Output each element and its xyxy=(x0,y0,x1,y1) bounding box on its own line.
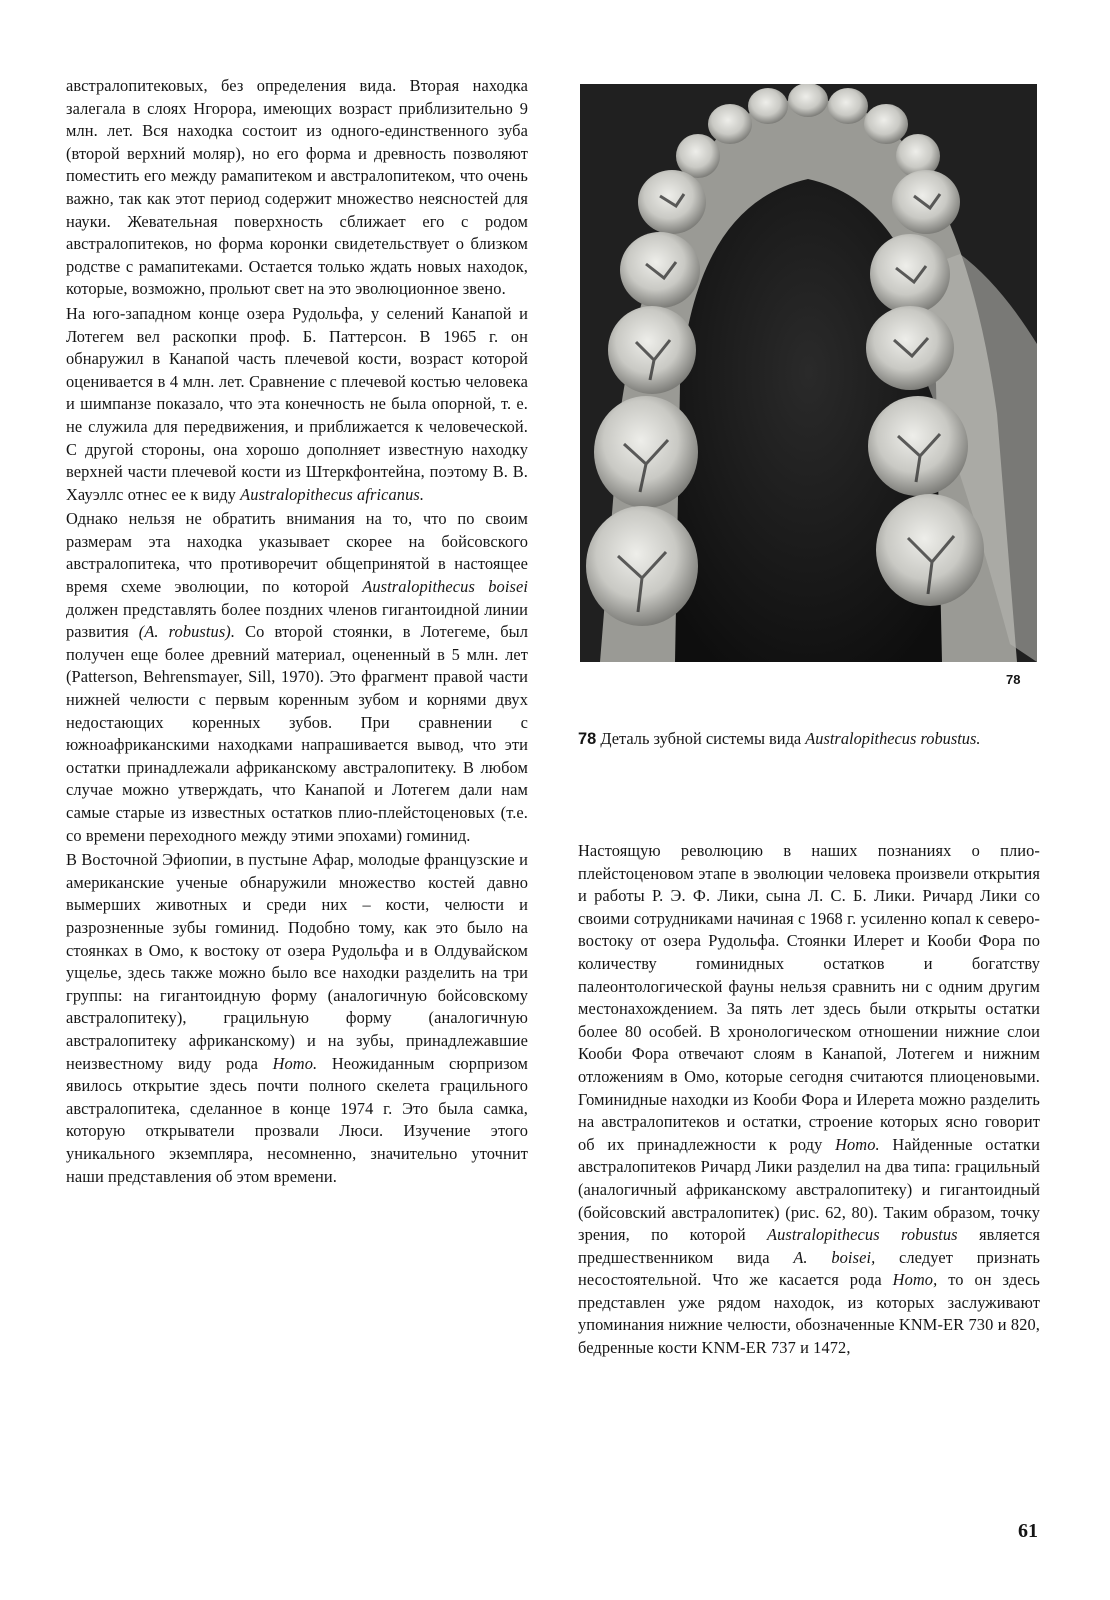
paragraph xyxy=(66,849,528,1188)
species-name: Australopithecus robustus xyxy=(767,1225,958,1245)
genus-name: Homo. xyxy=(272,1053,318,1073)
paragraph xyxy=(66,508,528,847)
species-name: (A. robustus). xyxy=(138,622,236,642)
left-text-column xyxy=(66,75,528,1188)
species-name: Australopithecus africanus. xyxy=(240,484,425,504)
text-run: следует признать несостоятельной. Что же касается рода xyxy=(578,1247,1040,1290)
dental-arch-photo xyxy=(580,84,1037,662)
text-run: является предшественником вида xyxy=(578,1225,1040,1267)
text-run: то он здесь представлен уже рядом находок, из которых заслуживают упоминания нижние челюсти, обозначенные KNM-ER 730 и 820, бедренные кости KNM-ER 737 и 1472, xyxy=(578,1270,1040,1358)
genus-name: Homo. xyxy=(835,1134,880,1154)
text-run: На юго-западном конце озера Рудольфа, у селений Канапой и Лотегем вел раскопки проф. Б. Паттерсон. В 1965 г. он обнаружил в Канапой часть плечевой кости, возраст которой оценивается в 4 млн. лет. Сравнение с плечевой костью человека и шимпанзе показало, что эта конечность не была опорной, т. е. не служила для передвижения, и приближается к человеческой. С другой стороны, она хорошо дополняет известную находку верхней части плечевой кости из Штеркфонтейна, поэтому В. В. Хауэллс отнес ее к виду xyxy=(66,303,528,504)
text-run: Неожиданным сюрпризом явилось открытие здесь почти полного скелета грацильного австралопитека, сделанное в конце 1974 г. Это была самка, которую открыватели прозвали Люси. Изучение этого уникального экземпляра, несомненно, значительно уточнит наши представления об этом времени. xyxy=(66,1053,528,1186)
species-name: Australopithecus robustus. xyxy=(805,729,981,748)
figure-caption xyxy=(578,728,1040,750)
text-run: Однако нельзя не обратить внимания на то, что по своим размерам эта находка указывает скорее на бойсовского австралопитека, что противоречит общепринятой в настоящее время схеме эволюции, по которой xyxy=(66,509,528,597)
page-number: 61 xyxy=(1018,1520,1038,1542)
species-name: Australopithecus boisei xyxy=(362,577,529,597)
genus-name: Homo, xyxy=(892,1270,938,1290)
caption-number: 78 xyxy=(578,730,597,748)
text-run: В Восточной Эфиопии, в пустыне Афар, молодые французские и американские ученые обнаружили множество костей давно вымерших животных и среди них – кости, челюсти и разрозненные зубы гоминид. Подобно тому, как это было на стоянках в Омо, к востоку от озера Рудольфа и в Олдувайском ущелье, здесь также можно было все находки разделить на три группы: на гигантоидную форму (аналогичную бойсовскому австралопитеку), грацильную форму (аналогичную австралопитеку африканскому) и на зубы, принадлежавшие неизвестному виду рода xyxy=(66,850,528,1073)
species-name: A. boisei, xyxy=(793,1247,876,1267)
paragraph xyxy=(66,303,528,506)
text-run: Найденные остатки австралопитеков Ричард Лики разделил на два типа: грацильный (аналогичный африканскому австралопитеку) и гигантоидный (бойсовский австралопитек) (рис. 62, 80). Таким образом, точку зрения, по которой xyxy=(578,1134,1040,1245)
paragraph: австралопитековых, без определения вида. Вторая находка залегала в слоях Нгорора, имеющих возраст приблизительно 9 млн. лет. Вся находка состоит из одного-единственного зуба (второй верхний моляр), но его форма и древность позволяют поместить его между рамапитеком и австралопитеком, что очень важно, так как этот период содержит множество неясностей для науки. Жевательная поверхность сближает его с родом австралопитеков, но форма коронки свидетельствует о близком родстве с рамапитеками. Остается только ждать новых находок, которые, возможно, прольют свет на это эволюционное звено. xyxy=(66,76,528,299)
text-run: Со второй стоянки, в Лотегеме, был получен еще более древний материал, оцененный в 5 млн. лет (Patterson, Behrensmayer, Sill, 1970). Это фрагмент правой части нижней челюсти с первым коренным зубом и корнями двух недостающих коренных зубов. При сравнении с южноафриканскими находками напрашивается вывод, что эти остатки принадлежали африканскому австралопитеку. В любом случае можно утверждать, что Канапой и Лотегем дали нам самые старые из известных остатков плио-плейстоценовых (т.е. со времени переходного между этими эпохами) гоминид. xyxy=(66,622,529,845)
dental-arch-illustration xyxy=(580,84,1037,662)
text-run: Настоящую революцию в наших познаниях о плио-плейстоценовом этапе в эволюции человека произвели открытия и работы Р. Э. Ф. Лики, сына Л. С. Б. Лики. Ричард Лики со своими сотрудниками начиная с 1968 г. усиленно копал к северо-востоку от озера Рудольфа. Стоянки Илерет и Кооби Фора по количеству гоминидных остатков и богатству палеонтологической фауны нельзя сравнить ни с одним другим местонахождением. За пять лет здесь были открыты остатки более 80 особей. В хронологическом отношении нижние слои Кооби Фора отвечают слоям в Канапой, Лотегем и нижним отложениям в Омо, которые сегодня считаются плиоценовыми. Гоминидные находки из Кооби Фора и Илерета можно разделить на австралопитеков и остатки, строение которых ясно говорит об их принадлежности к роду xyxy=(578,841,1040,1154)
caption-text: Деталь зубной системы вида xyxy=(600,729,802,748)
figure-number: 78 xyxy=(1006,672,1021,687)
right-text-column xyxy=(578,840,1040,1360)
text-run: должен представлять более поздних членов гигантоидной линии развития xyxy=(66,599,528,642)
paragraph xyxy=(578,840,1040,1360)
